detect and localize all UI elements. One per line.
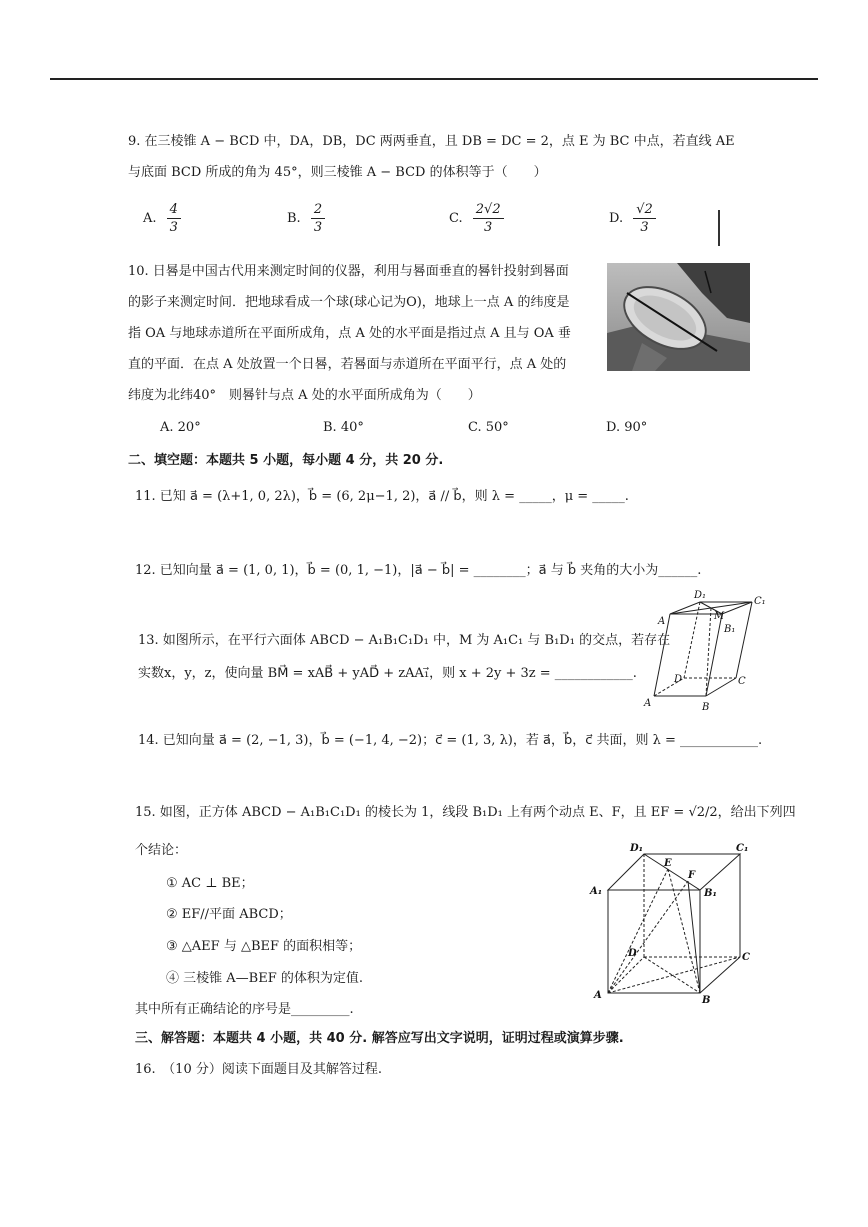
- fraction: $\frac{2}{3}$: [311, 202, 325, 235]
- q9-option-c[interactable]: [449, 202, 504, 235]
- q15-line2: 个结论：: [135, 843, 188, 858]
- parallelepiped-figure: [640, 588, 776, 718]
- q13-line2: 实数x，y，z，使向量 BM⃗ = xAB⃗ + yAD⃗ + zAA₁⃗，则 x + 2y + 3z = ____________.: [138, 666, 637, 681]
- q9-line1: 9. 在三棱锥 A − BCD 中，DA，DB，DC 两两垂直，且 DB = DC = 2，点 E 为 BC 中点，若直线 AE: [128, 134, 735, 149]
- label-c: C: [742, 952, 750, 963]
- cube-figure: [588, 838, 760, 1012]
- fraction: $\frac{2√2}{3}$: [473, 202, 504, 235]
- label-b1: B₁: [704, 888, 717, 899]
- option-label: C.: [449, 211, 463, 226]
- label-d: D: [674, 674, 683, 685]
- label-d: D: [628, 948, 637, 959]
- q9-option-b[interactable]: [287, 202, 325, 235]
- option-label: A.: [143, 211, 157, 226]
- label-b1: B₁: [724, 624, 736, 635]
- q15-line1: 15. 如图，正方体 ABCD − A₁B₁C₁D₁ 的棱长为 1，线段 B₁D₁ 上有两个动点 E、F，且 EF = √2/2，给出下列四: [135, 805, 796, 820]
- sundial-photo: [607, 263, 750, 371]
- label-f: F: [688, 870, 696, 881]
- q10-line3: 指 OA 与地球赤道所在平面所成角，点 A 处的水平面是指过点 A 且与 OA 垂: [128, 326, 571, 341]
- q12: 12. 已知向量 a⃗ = (1, 0, 1)，b⃗ = (0, 1, −1)，|a⃗ − b⃗| = ________；a⃗ 与 b⃗ 夹角的大小为______.: [135, 563, 702, 578]
- label-m: M: [714, 611, 725, 622]
- label-e: E: [664, 858, 672, 869]
- header-rule: [50, 78, 818, 80]
- q15-item-1: ① AC ⊥ BE；: [166, 876, 254, 891]
- q14: 14. 已知向量 a⃗ = (2, −1, 3)，b⃗ = (−1, 4, −2)；c⃗ = (1, 3, λ)，若 a⃗，b⃗，c⃗ 共面，则 λ = ____________.: [138, 733, 763, 748]
- label-c: C: [738, 676, 746, 687]
- q10-line4: 直的平面．在点 A 处放置一个日晷，若晷面与赤道所在平面平行，点 A 处的: [128, 357, 567, 372]
- q9-option-a[interactable]: [143, 202, 181, 235]
- q10-option-a[interactable]: A. 20°: [160, 420, 201, 435]
- q13-line1: 13. 如图所示，在平行六面体 ABCD − A₁B₁C₁D₁ 中，M 为 A₁C₁ 与 B₁D₁ 的交点，若存在: [138, 633, 671, 648]
- label-b: B: [702, 702, 710, 713]
- label-d1: D₁: [694, 590, 707, 601]
- label-a1: A₁: [590, 886, 603, 897]
- label-a1: A: [658, 616, 666, 627]
- label-c1: C₁: [754, 596, 766, 607]
- label-a: A: [644, 698, 652, 709]
- label-b: B: [702, 995, 711, 1006]
- q16: 16. （10 分）阅读下面题目及其解答过程.: [135, 1062, 382, 1077]
- q15-item-3: ③ △AEF 与 △BEF 的面积相等；: [166, 939, 362, 954]
- q11: 11. 已知 a⃗ = (λ+1, 0, 2λ)，b⃗ = (6, 2μ−1, 2)，a⃗ // b⃗，则 λ = _____，μ = _____.: [135, 489, 629, 504]
- scan-mark: [718, 210, 720, 246]
- q10-option-b[interactable]: B. 40°: [323, 420, 364, 435]
- fraction: $\frac{√2}{3}$: [633, 202, 656, 235]
- q9-option-d[interactable]: [609, 202, 656, 235]
- option-label: B.: [287, 211, 301, 226]
- fraction: $\frac{4}{3}$: [167, 202, 181, 235]
- q15-item-4: ④ 三棱锥 A—BEF 的体积为定值.: [166, 971, 363, 986]
- q10-option-d[interactable]: D. 90°: [606, 420, 648, 435]
- q10-line1: 10. 日晷是中国古代用来测定时间的仪器，利用与晷面垂直的晷针投射到晷面: [128, 264, 569, 279]
- q10-option-c[interactable]: C. 50°: [468, 420, 509, 435]
- option-label: D.: [609, 211, 624, 226]
- q15-answer: 其中所有正确结论的序号是_________.: [135, 1002, 354, 1017]
- q15-item-2: ② EF//平面 ABCD；: [166, 907, 292, 922]
- label-c1: C₁: [736, 843, 749, 854]
- q9-line2: 与底面 BCD 所成的角为 45°，则三棱锥 A − BCD 的体积等于（ ）: [128, 165, 547, 180]
- label-d1: D₁: [630, 843, 644, 854]
- label-a: A: [594, 990, 602, 1001]
- section-2-heading: 二、填空题：本题共 5 小题，每小题 4 分，共 20 分.: [128, 453, 444, 468]
- q10-line2: 的影子来测定时间．把地球看成一个球(球心记为O)，地球上一点 A 的纬度是: [128, 295, 570, 310]
- section-3-heading: 三、解答题：本题共 4 小题，共 40 分. 解答应写出文字说明，证明过程或演算步骤.: [135, 1031, 624, 1046]
- q10-line5: 纬度为北纬40° 则晷针与点 A 处的水平面所成角为（ ）: [128, 388, 481, 403]
